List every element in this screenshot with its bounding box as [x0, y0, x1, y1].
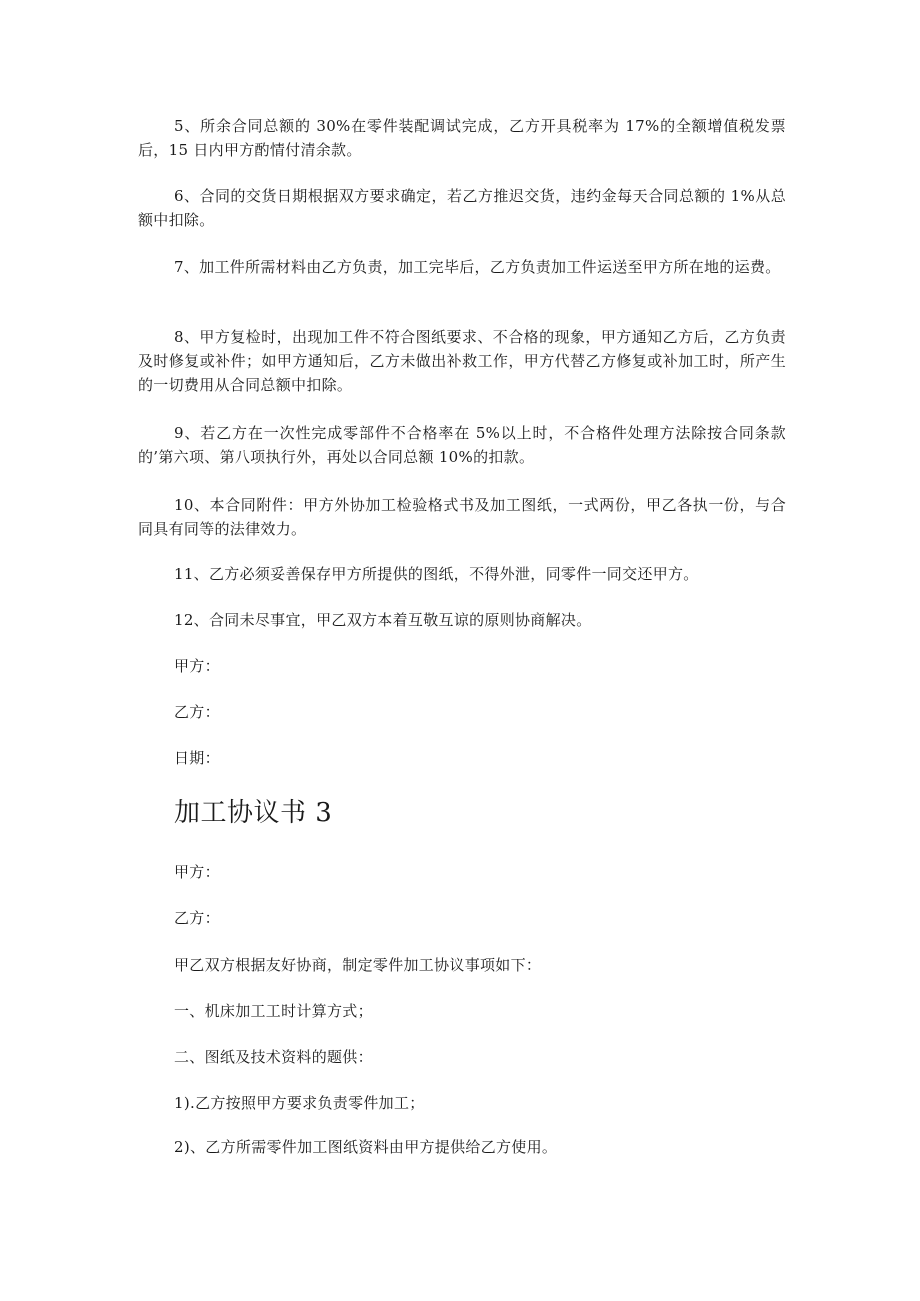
section3-party-a: 甲方： — [174, 863, 220, 881]
clause-7: 7、加工件所需材料由乙方负责，加工完毕后，乙方负责加工件运送至甲方所在地的运费。 — [174, 258, 781, 276]
clause-11: 11、乙方必须妥善保存甲方所提供的图纸，不得外泄，同零件一同交还甲方。 — [174, 565, 699, 583]
signature-party-a: 甲方： — [174, 657, 220, 675]
signature-date: 日期： — [174, 749, 220, 767]
clause-12: 12、合同未尽事宜，甲乙双方本着互敬互谅的原则协商解决。 — [174, 611, 592, 629]
signature-party-b: 乙方： — [174, 703, 220, 721]
clause-10: 10、本合同附件：甲方外协加工检验格式书及加工图纸，一式两份，甲乙各执一份，与合同具有同等的法律效力。 — [138, 496, 786, 538]
section3-item-1: 一、机床加工工时计算方式； — [174, 1002, 373, 1020]
clause-6: 6、合同的交货日期根据双方要求确定，若乙方推迟交货，违约金每天合同总额的 1%从总额中扣除。 — [138, 187, 786, 229]
section3-sub-1: 1).乙方按照甲方要求负责零件加工； — [174, 1094, 425, 1112]
section3-intro: 甲乙双方根据友好协商，制定零件加工协议事项如下： — [174, 956, 542, 974]
clause-9: 9、若乙方在一次性完成零部件不合格率在 5%以上时，不合格件处理方法除按合同条款的’第六项、第八项执行外，再处以合同总额 10%的扣款。 — [138, 424, 786, 466]
clause-5: 5、所余合同总额的 30%在零件装配调试完成，乙方开具税率为 17%的全额增值税发票后，15 日内甲方酌情付清余款。 — [138, 117, 786, 159]
section3-sub-2: 2)、乙方所需零件加工图纸资料由甲方提供给乙方使用。 — [174, 1138, 558, 1156]
section3-item-2: 二、图纸及技术资料的题供： — [174, 1048, 373, 1066]
section3-party-b: 乙方： — [174, 909, 220, 927]
section-title: 加工协议书 3 — [174, 798, 333, 828]
clause-8: 8、甲方复检时，出现加工件不符合图纸要求、不合格的现象，甲方通知乙方后，乙方负责及时修复或补件；如甲方通知后，乙方未做出补救工作，甲方代替乙方修复或补加工时，所产生的一切费用从合同总额中扣除。 — [138, 328, 786, 394]
